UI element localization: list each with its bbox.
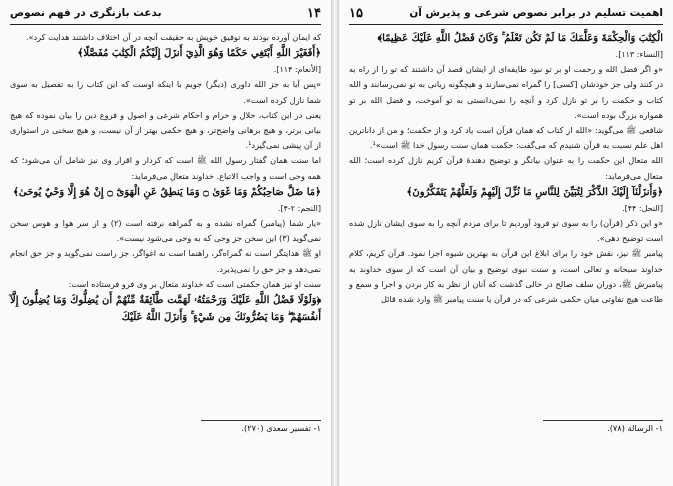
verse-reference: [النحل: ۴۴].: [622, 203, 663, 213]
left-footnote: ۱- تفسیر سعدی (۲۷۰).: [241, 423, 321, 433]
right-footnote-area: [349, 420, 663, 433]
right-page-number: ۱۵: [349, 6, 363, 21]
right-page: [341, 0, 671, 486]
paragraph: سنت او نیز همان حکمتی است که خداوند متعال بر وی فرو فرستاده است:: [68, 278, 321, 289]
quran-verse: ﴿وَأَنزَلْنَآ إِلَيْكَ الذِّكْرَ لِتُبَيِّنَ لِلنَّاسِ مَا نُزِّلَ إِلَيْهِمْ وَلَعَلَّهُمْ يَتَفَكَّرُونَ﴾: [406, 186, 663, 198]
left-footnote-area: [10, 420, 321, 433]
quran-verse: ﴿مَا ضَلَّ صَاحِبُكُمْ وَمَا غَوَىٰ ۝ وَمَا يَنطِقُ عَنِ الْهَوَىٰٓ ۝ إِنْ هُوَ إِلَّا وَحْيٌ يُوحَىٰ﴾: [13, 186, 321, 198]
paragraph: الله متعال این حکمت را به عنوان بیانگر و توضیح دهندهٔ قرآن کریم نازل کرده است؛ الله متعال می‌فرماید:: [349, 155, 663, 181]
right-page-body: [349, 30, 663, 307]
paragraph: او ﷺ هدایتگر است نه گمراه‌گر، راهنما است نه اغواگر، جز راست نمی‌گوید و جز حق انجام نمی‌دهد و جز حق را نمی‌پذیرد.: [10, 248, 321, 274]
right-footnote: ۱- الرسالة (۷۸).: [607, 423, 663, 433]
left-page-header: [10, 6, 321, 25]
paragraph: پیامبر ﷺ نیز، نقش خود را برای ابلاغ این قرآن به بهترین شیوه اجرا نمود. قرآن کریم، کلام خداوند سبحانه و تعالی است، و سنت نبوی توضیح و بیان آن است که از سوی خداوند به پیامبرش ﷺ، دوران سلف صالح در حالی گذشت که آنان از نظر به کار بردن و اجرا و سمع و طاعت هیچ تفاوتی میان حکمی شرعی که در قرآن یا سنت پیامبر ﷺ وارد شده قائل: [349, 248, 663, 305]
quran-verse: الْكِتَٰبَ وَالْحِكْمَةَ وَعَلَّمَكَ مَا لَمْ تَكُن تَعْلَمُ ۚ وَكَانَ فَضْلُ اللَّهِ عَلَيْكَ عَظِيمًا﴾: [377, 33, 663, 44]
book-gutter: [331, 0, 339, 486]
right-page-header: [349, 6, 663, 25]
left-page: [2, 0, 329, 486]
left-header-title: بدعت بازنگری در فهم نصوص: [10, 7, 162, 19]
verse-reference: [النجم: ۲-۴].: [277, 203, 321, 213]
paragraph: «یار شما (پیامبر) گمراه نشده و به گمراهه نرفته است (۲) و از سر هوا و هوس سخن نمی‌گوید (۳) این سخن جز وحی که به وحی می‌شود نیست».: [10, 218, 322, 244]
paragraph: «پس آیا به جز الله داوری (دیگر) جویم با اینکه اوست که این کتاب را به تفصیل به سوی شما نازل کرده است».: [10, 79, 321, 105]
paragraph: «و این ذکر (قرآن) را به سوی تو فرود آوردیم تا برای مردم آنچه را به سوی ایشان نازل شده است توضیح دهی».: [349, 218, 663, 244]
footnote-rule: [543, 420, 663, 421]
verse-reference: [النساء: ۱۱۳].: [615, 50, 663, 59]
footnote-rule: [201, 420, 321, 421]
paragraph: شافعی ﷺ می‌گوید: «الله از کتاب که همان قرآن است یاد کرد و از حکمت؛ و من از داناترین اهل علم نسبت به قرآن شنیدم که می‌گفت: حکمت همان سنت رسول خدا ﷺ است»¹.: [349, 125, 663, 151]
left-page-number: ۱۴: [307, 6, 321, 21]
left-page-body: [10, 30, 321, 326]
verse-reference: [الأنعام: ۱۱۴].: [273, 65, 321, 75]
paragraph: «و اگر فضل الله و رحمت او بر تو نبود طایفه‌ای از ایشان قصد آن داشتند که تو را از راه به در کنند ولی جز خودشان [کسی] را گمراه نمی‌سازند و هیچگونه زیانی به تو نمی‌رسانند و الله کتاب و حکمت را بر تو نازل کرد و آنچه را نمی‌دانستی به تو آموخت، و فضل الله بر تو همواره بزرگ بوده است».: [349, 64, 663, 120]
paragraph: که ایمان آورده بودند به توفیق خویش به حقیقت آنچه در آن اختلاف داشتند هدایت کرد».: [25, 32, 321, 42]
paragraph: یعنی در این کتاب، حلال و حرام و احکام شرعی و اصول و فروع دین را بیان نموده که هیچ بیانی برتر، و هیچ برهانی واضح‌تر، و هیچ حکمی بهتر از آن نیست، و هیچ سخنی در استواری از آن پیشی نمی‌گیرد¹.: [10, 109, 321, 151]
paragraph: اما سنت همان گفتار رسول الله ﷺ است که کردار و اقرار وی نیز شامل آن می‌شود؛ که همه وحی است و واجب الاتباع. خداوند متعال می‌فرماید:: [10, 155, 321, 181]
quran-verse: ﴿أَفَغَيْرَ اللَّهِ أَبْتَغِي حَكَمًا وَهُوَ الَّذِيٓ أَنزَلَ إِلَيْكُمُ الْكِتَٰبَ مُفَصَّلًا﴾: [77, 48, 321, 60]
quran-verse: ﴿وَلَوْلَا فَضْلُ اللَّهِ عَلَيْكَ وَرَحْمَتُهُۥ لَهَمَّت طَّآئِفَةٌ مِّنْهُمْ أَن يُضِلُّوكَ وَمَا يُضِلُّونَ إِلَّآ أَنفُسَهُمْ ۖ وَمَا يَضُرُّونَكَ مِن شَيْءٍ ۚ وَأَنزَلَ اللَّهُ عَلَيْكَ: [10, 295, 321, 324]
right-header-title: اهمیت تسلیم در برابر نصوص شرعی و پذیرش آن: [409, 7, 663, 19]
